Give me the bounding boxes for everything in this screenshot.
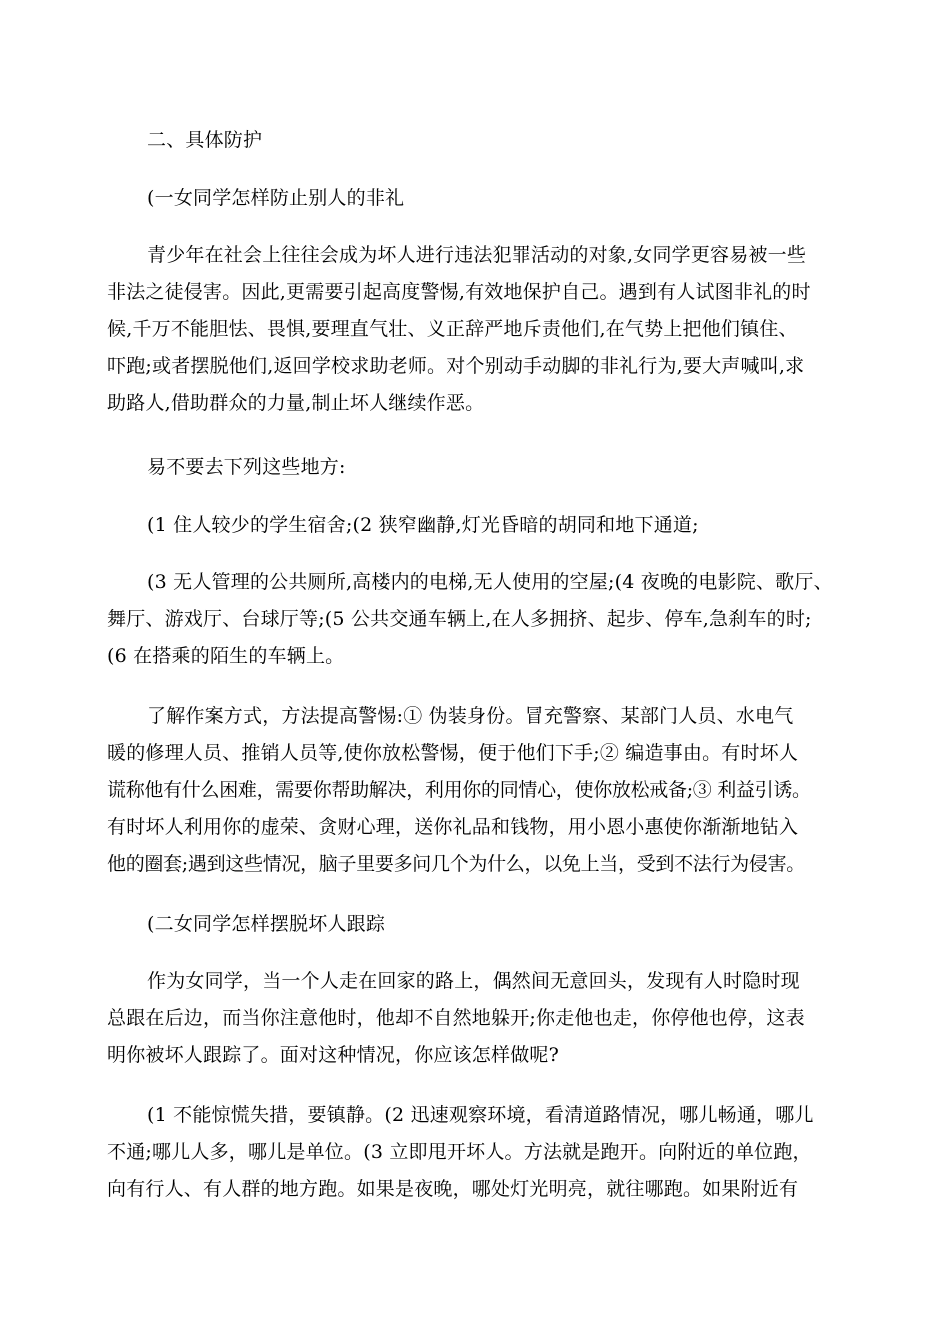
section-heading	[107, 122, 867, 159]
paragraph-4-line-3: (6 在搭乘的陌生的车辆上。	[107, 645, 345, 667]
paragraph-4-line-1: (3 无人管理的公共厕所,高楼内的电梯,无人使用的空屋;(4 夜晚的电影院、歌厅、	[147, 571, 833, 593]
paragraph-6-line-1: 作为女同学，当一个人走在回家的路上，偶然间无意回头，发现有人时隐时现	[147, 970, 800, 992]
paragraph-1-line-5: 助路人,借助群众的力量,制止坏人继续作恶。	[107, 392, 485, 414]
paragraph-5-line-5: 他的圈套;遇到这些情况，脑子里要多问几个为什么，以免上当，受到不法行为侵害。	[107, 853, 806, 875]
paragraph-6-line-2: 总跟在后边，而当你注意他时，他却不自然地躲开;你走他也走，你停他也停，这表	[107, 1007, 805, 1029]
paragraph-4-line-2: 舞厅、游戏厅、台球厅等;(5 公共交通车辆上,在人多拥挤、起步、停车,急刹车的时;	[107, 608, 812, 630]
paragraph-3-line-1: (1 住人较少的学生宿舍;(2 狭窄幽静,灯光昏暗的胡同和地下通道;	[147, 514, 699, 536]
paragraph-7-line-3: 向有行人、有人群的地方跑。如果是夜晚，哪处灯光明亮，就往哪跑。如果附近有	[107, 1178, 799, 1200]
paragraph-6	[107, 963, 867, 1074]
paragraph-7-line-1: (1 不能惊慌失措，要镇静。(2 迅速观察环境，看清道路情况，哪儿畅通，哪儿	[147, 1104, 814, 1126]
paragraph-7-line-2: 不通;哪儿人多，哪儿是单位。(3 立即甩开坏人。方法就是跑开。向附近的单位跑，	[107, 1141, 812, 1163]
paragraph-3	[107, 507, 867, 544]
paragraph-5-line-4: 有时坏人利用你的虚荣、贪财心理，送你礼品和钱物，用小恩小惠使你渐渐地钻入	[107, 816, 799, 838]
paragraph-7	[107, 1097, 867, 1208]
paragraph-2-line-1: 易不要去下列这些地方:	[147, 456, 346, 478]
paragraph-5-line-1: 了解作案方式，方法提高警惕:① 伪装身份。冒充警察、某部门人员、水电气	[147, 705, 794, 727]
section-heading-line: 二、具体防护	[147, 129, 263, 151]
paragraph-2	[107, 449, 867, 486]
subheading-2	[107, 906, 867, 943]
paragraph-1-line-4: 吓跑;或者摆脱他们,返回学校求助老师。对个别动手动脚的非礼行为,要大声喊叫,求	[107, 355, 805, 377]
subheading-1	[107, 180, 867, 217]
paragraph-1-line-2: 非法之徒侵害。因此,更需要引起高度警惕,有效地保护自己。遇到有人试图非礼的时	[107, 281, 811, 303]
subheading-2-line: (二女同学怎样摆脱坏人跟踪	[147, 913, 386, 935]
paragraph-5-line-3: 谎称他有什么困难，需要你帮助解决，利用你的同情心，使你放松戒备;③ 利益引诱。	[107, 779, 811, 801]
paragraph-4	[107, 564, 867, 675]
subheading-1-line: (一女同学怎样防止别人的非礼	[147, 187, 405, 209]
paragraph-6-line-3: 明你被坏人跟踪了。面对这种情况，你应该怎样做呢?	[107, 1044, 559, 1066]
paragraph-1-line-1: 青少年在社会上往往会成为坏人进行违法犯罪活动的对象,女同学更容易被一些	[147, 244, 807, 266]
paragraph-1-line-3: 候,千万不能胆怯、畏惧,要理直气壮、义正辞严地斥责他们,在气势上把他们镇住、	[107, 318, 798, 340]
paragraph-5	[107, 698, 867, 883]
paragraph-5-line-2: 暖的修理人员、推销人员等,使你放松警惕，便于他们下手;② 编造事由。有时坏人	[107, 742, 799, 764]
paragraph-1	[107, 237, 867, 422]
